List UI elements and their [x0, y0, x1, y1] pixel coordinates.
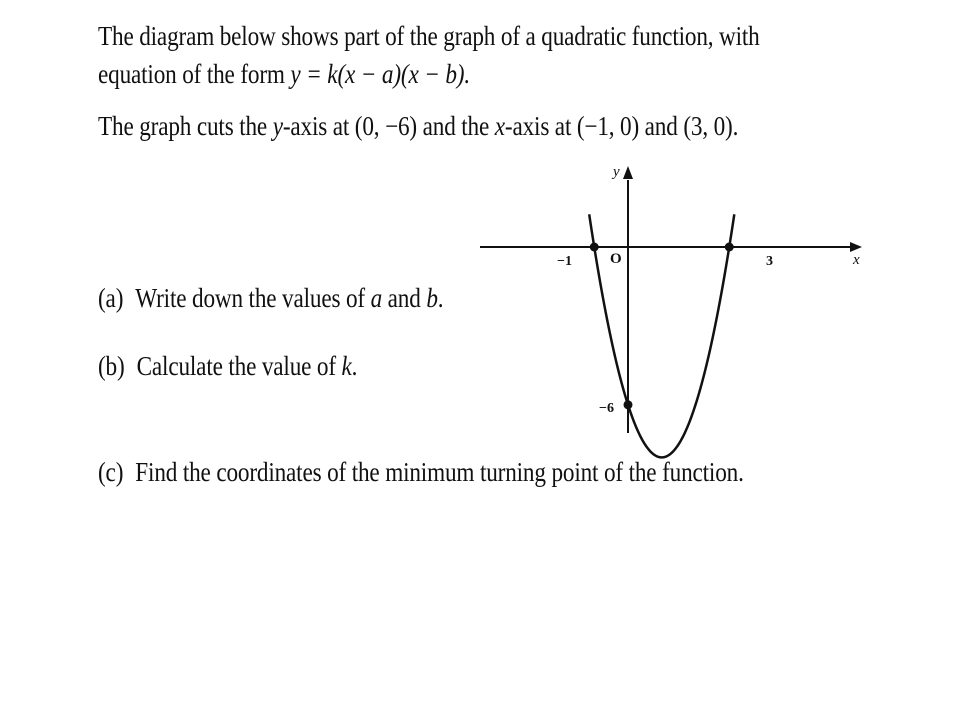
- intro-text-3c: -axis at (−1, 0) and (3, 0).: [504, 111, 739, 141]
- point-x-intercept-3: [725, 243, 734, 252]
- question-b-label: (b): [98, 351, 125, 381]
- question-a-suffix: .: [437, 283, 444, 313]
- intro-text-3a: The graph cuts the: [98, 111, 273, 141]
- question-a-var-b: b: [426, 283, 438, 313]
- question-a-label: (a): [98, 283, 124, 313]
- x-axis-label: x: [853, 252, 860, 268]
- origin-label: O: [610, 251, 622, 267]
- y-axis-arrow-icon: [623, 166, 633, 179]
- question-b-suffix: .: [351, 351, 358, 381]
- y-axis-label: y: [613, 164, 620, 180]
- x-axis-arrow-icon: [850, 242, 862, 252]
- question-a-var-a: a: [370, 283, 383, 313]
- point-x-intercept-neg1: [590, 243, 599, 252]
- question-b-var-k: k: [341, 351, 352, 381]
- question-a-text: Write down the values of: [135, 283, 371, 313]
- intro-text-2: equation of the form: [98, 59, 291, 89]
- intro-text-3b: -axis at (0, −6) and the: [282, 111, 495, 141]
- y-variable: y: [272, 111, 283, 141]
- label-neg1: −1: [557, 254, 572, 269]
- point-y-intercept: [624, 400, 633, 409]
- question-a-mid: and: [382, 283, 427, 313]
- question-c-label: (c): [98, 457, 124, 487]
- intro-text-1: The diagram below shows part of the graph of a quadratic function, with: [98, 21, 760, 51]
- equation-form: y = k(x − a)(x − b).: [290, 59, 470, 89]
- label-neg6: −6: [599, 401, 614, 416]
- label-3: 3: [766, 254, 773, 269]
- question-b-text: Calculate the value of: [136, 351, 342, 381]
- question-c-text: Find the coordinates of the minimum turning point of the function.: [135, 457, 744, 487]
- x-variable: x: [494, 111, 505, 141]
